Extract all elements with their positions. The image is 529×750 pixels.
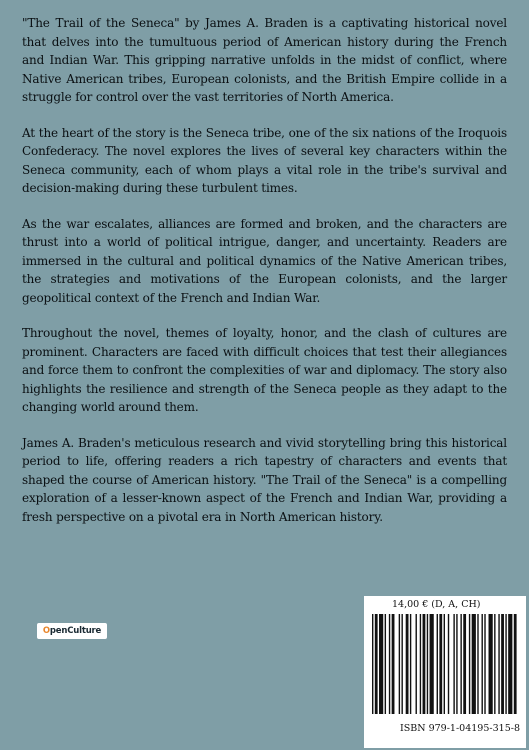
barcode-bar: [508, 614, 512, 714]
barcode-bar: [416, 614, 417, 714]
barcode-icon: [372, 614, 518, 714]
barcode-bar: [399, 614, 400, 714]
isbn-label: ISBN 979-1-04195-315-8: [400, 723, 520, 734]
barcode-bar: [460, 614, 461, 714]
blurb-paragraph-2: At the heart of the story is the Seneca tribe, one of the six nations of the Iroquois Confederacy. The novel explores the lives of several key characters within the Seneca community, each of whom plays a vital role in the tribe's survival and decision-making during these turbulent times.: [22, 125, 507, 195]
blurb-paragraph-1: "The Trail of the Seneca" by James A. Braden is a captivating historical novel that delves into the tumultuous period of American history during the French and Indian War. This gripping narrative unfolds in the midst of conflict, where Native American tribes, European colonists, and the British Empire collide in a struggle for control over the vast territories of North America.: [22, 16, 507, 104]
barcode-bar: [469, 614, 470, 714]
publisher-logo-text: penCulture: [49, 626, 102, 636]
blurb-text: [22, 14, 507, 543]
barcode-bar: [427, 614, 428, 714]
barcode-bar: [514, 614, 517, 714]
barcode-bar: [494, 614, 495, 714]
blurb-paragraph-4: Throughout the novel, themes of loyalty, honor, and the clash of cultures are prominent. Characters are faced with difficult choices that test their allegiances and force them to confront the complexities of war and diplomacy. The story also highlights the resilience and strength of the Seneca people as they adapt to the changing world around them.: [22, 326, 507, 414]
barcode-bar: [505, 614, 506, 714]
barcode-bar: [456, 614, 457, 714]
barcode-bar: [453, 614, 454, 714]
barcode-bar: [401, 614, 402, 714]
barcode-bar: [439, 614, 442, 714]
barcode-bar: [498, 614, 499, 714]
barcode-bar: [389, 614, 390, 714]
barcode-bar: [472, 614, 476, 714]
barcode-bar: [392, 614, 395, 714]
blurb-paragraph-5: James A. Braden's meticulous research and vivid storytelling bring this historical period to life, offering readers a rich tapestry of characters and events that shaped the course of American history. "The Trail of the Seneca" is a compelling exploration of a lesser-known aspect of the French and Indian War, providing a fresh perspective on a pivotal era in North American history.: [22, 435, 507, 524]
barcode-bar: [448, 614, 449, 714]
barcode-bar: [489, 614, 493, 714]
barcode-bar: [430, 614, 434, 714]
barcode-bar: [379, 614, 383, 714]
barcode-bar: [437, 614, 438, 714]
barcode-bar: [501, 614, 504, 714]
barcode-bar: [385, 614, 386, 714]
barcode-bar: [372, 614, 373, 714]
barcode-bar: [423, 614, 426, 714]
barcode-bar: [477, 614, 478, 714]
barcode-bar: [420, 614, 421, 714]
publisher-logo: [37, 623, 107, 639]
blurb-paragraph-3: As the war escalates, alliances are formed and broken, and the characters are thrust into a world of political intrigue, danger, and uncertainty. Readers are immersed in the cultural and political dynamics of the Native American tribes, the strategies and motivations of the European colonists, and the larger geopolitical context of the French and Indian War.: [22, 216, 507, 305]
price-label: 14,00 € (D, A, CH): [392, 599, 481, 610]
barcode-bar: [482, 614, 483, 714]
publisher-logo-initial: O: [42, 626, 50, 636]
barcode-bar: [375, 614, 378, 714]
barcode-bar: [463, 614, 466, 714]
barcode-bar: [410, 614, 411, 714]
barcode-bar: [444, 614, 445, 714]
barcode-bar: [484, 614, 485, 714]
barcode-bar: [406, 614, 409, 714]
